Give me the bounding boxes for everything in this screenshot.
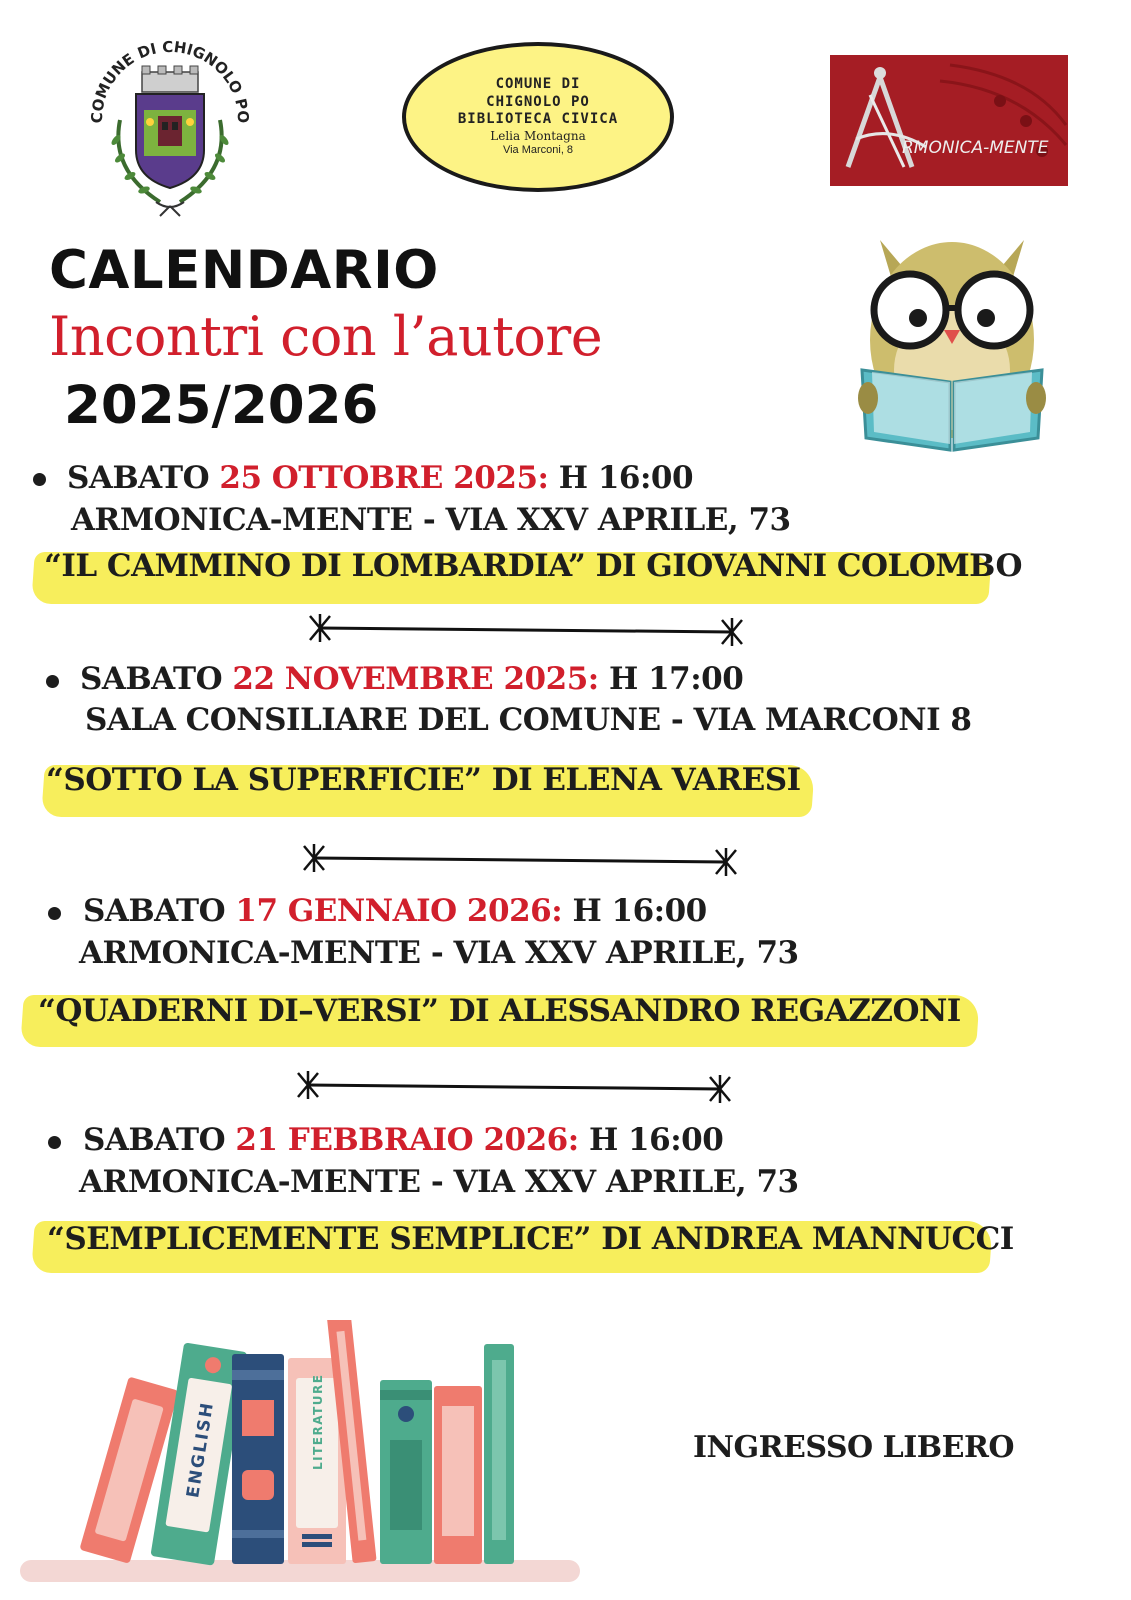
event-3-date: 17 GENNAIO 2026: <box>235 893 563 929</box>
bookshelf-icon <box>20 1320 600 1590</box>
event-1-bullet <box>33 473 46 486</box>
title-calendario: CALENDARIO <box>49 240 439 301</box>
library-seal-line3: BIBLIOTECA CIVICA <box>457 111 619 128</box>
library-seal <box>402 42 674 192</box>
english-spine-text: ENGLISH <box>183 1399 219 1500</box>
event-1-time: H 16:00 <box>548 460 694 496</box>
event-4-day: SABATO <box>83 1122 236 1158</box>
arrow-divider-icon <box>294 1069 734 1105</box>
event-4-heading <box>83 1122 723 1158</box>
event-2-heading <box>80 661 743 697</box>
library-seal-line4: Lelia Montagna <box>490 128 586 143</box>
event-2-book: “SOTTO LA SUPERFICIE” DI ELENA VARESI <box>46 762 801 798</box>
title-incontri: Incontri con l’autore <box>49 305 603 368</box>
event-3-day: SABATO <box>83 893 236 929</box>
ingresso-libero-text: INGRESSO LIBERO <box>693 1430 1015 1465</box>
arrow-divider-icon <box>300 842 740 878</box>
library-seal-line2: CHIGNOLO PO <box>486 93 590 110</box>
owl-reading-icon <box>852 220 1052 465</box>
literature-spine-text: LITERATURE <box>311 1373 325 1470</box>
event-1-book: “IL CAMMINO DI LOMBARDIA” DI GIOVANNI COLOMBO <box>44 548 1022 584</box>
event-3-time: H 16:00 <box>562 893 707 929</box>
event-2-place: SALA CONSILIARE DEL COMUNE - VIA MARCONI 8 <box>85 702 972 738</box>
arrow-divider-icon <box>306 612 746 648</box>
event-4-place: ARMONICA-MENTE - VIA XXV APRILE, 73 <box>79 1164 799 1200</box>
event-1-place: ARMONICA-MENTE - VIA XXV APRILE, 73 <box>71 502 791 538</box>
event-3-heading <box>83 893 707 929</box>
event-1-day: SABATO <box>67 460 220 496</box>
event-4-bullet <box>48 1136 61 1149</box>
event-4-book: “SEMPLICEMENTE SEMPLICE” DI ANDREA MANNUCCI <box>47 1221 1014 1257</box>
event-4-date: 21 FEBBRAIO 2026: <box>235 1122 579 1158</box>
event-3-book: “QUADERNI DI–VERSI” DI ALESSANDRO REGAZZONI <box>38 993 961 1029</box>
armonica-logo-text: RMONICA-MENTE <box>902 138 1049 158</box>
event-2-bullet <box>46 675 59 688</box>
library-seal-line1: COMUNE DI <box>495 76 581 93</box>
title-year: 2025/2026 <box>64 375 379 436</box>
library-seal-line5: Via Marconi, 8 <box>502 143 574 156</box>
event-1-date: 25 OTTOBRE 2025: <box>219 460 549 496</box>
municipal-crest-icon <box>80 30 260 220</box>
event-3-bullet <box>48 907 61 920</box>
crest-text: COMUNE DI CHIGNOLO PO <box>87 37 253 124</box>
event-2-date: 22 NOVEMBRE 2025: <box>232 661 599 697</box>
event-3-place: ARMONICA-MENTE - VIA XXV APRILE, 73 <box>79 935 799 971</box>
event-2-time: H 17:00 <box>598 661 744 697</box>
event-2-day: SABATO <box>80 661 233 697</box>
armonica-mente-logo <box>830 55 1068 186</box>
event-1-heading <box>67 460 693 496</box>
event-4-time: H 16:00 <box>578 1122 724 1158</box>
